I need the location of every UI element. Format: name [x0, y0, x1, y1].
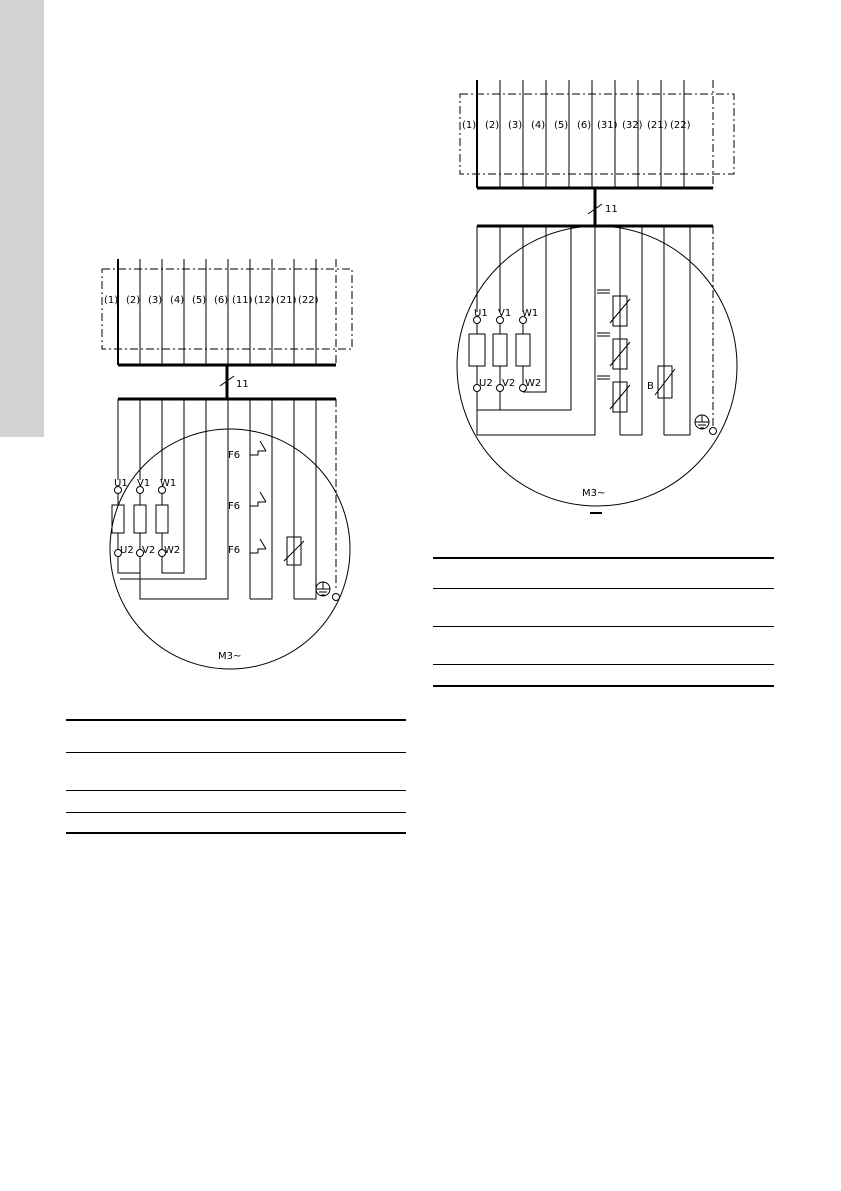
- winding-label: V1: [137, 478, 151, 489]
- right-legend-table: [433, 557, 774, 689]
- winding-label: V2: [142, 545, 156, 556]
- table-row-rule: [66, 812, 406, 813]
- table-row-rule: [433, 664, 774, 665]
- terminal-label: (4): [170, 295, 185, 306]
- table-row-rule: [433, 588, 774, 589]
- terminal-label: (4): [531, 120, 546, 131]
- terminal-label: (21): [647, 120, 668, 131]
- terminal-label: (1): [104, 295, 119, 306]
- terminal-label: (3): [148, 295, 163, 306]
- terminal-label: (32): [622, 120, 643, 131]
- winding-label: U2: [120, 545, 134, 556]
- winding-label: W1: [522, 308, 539, 319]
- switch-label: F6: [228, 545, 241, 556]
- sensor-label: B: [647, 381, 654, 392]
- terminal-label: (22): [298, 295, 319, 306]
- terminal-label: (2): [126, 295, 141, 306]
- terminal-label: (6): [214, 295, 229, 306]
- terminal-label: (5): [192, 295, 207, 306]
- table-row-rule: [66, 752, 406, 753]
- conductor-count-label: 11: [605, 204, 618, 215]
- terminal-label: (1): [462, 120, 477, 131]
- winding-label: V1: [498, 308, 512, 319]
- terminal-label: (12): [254, 295, 275, 306]
- winding-label: V2: [502, 378, 516, 389]
- switch-label: F6: [228, 501, 241, 512]
- winding-label: W1: [160, 478, 177, 489]
- winding-label: W2: [164, 545, 181, 556]
- table-bottom-rule: [66, 832, 406, 834]
- table-row-rule: [433, 626, 774, 627]
- terminal-label: (11): [232, 295, 253, 306]
- left-wiring-diagram: [90, 255, 360, 685]
- table-row-rule: [66, 790, 406, 791]
- terminal-label: (21): [276, 295, 297, 306]
- winding-label: W2: [525, 378, 542, 389]
- motor-label: M3~: [582, 488, 606, 499]
- table-bottom-rule: [433, 685, 774, 687]
- terminal-label: (22): [670, 120, 691, 131]
- terminal-label: (3): [508, 120, 523, 131]
- table-top-rule: [66, 719, 406, 721]
- motor-label: M3~: [218, 651, 242, 662]
- terminal-label: (6): [577, 120, 592, 131]
- winding-label: U2: [479, 378, 493, 389]
- switch-label: F6: [228, 450, 241, 461]
- winding-label: U1: [114, 478, 128, 489]
- terminal-label: (31): [597, 120, 618, 131]
- conductor-count-label: 11: [236, 379, 249, 390]
- left-legend-table: [66, 719, 406, 835]
- right-wiring-diagram: [452, 80, 752, 520]
- terminal-label: (2): [485, 120, 500, 131]
- section-side-tab: [0, 0, 44, 437]
- terminal-label: (5): [554, 120, 569, 131]
- table-top-rule: [433, 557, 774, 559]
- winding-label: U1: [474, 308, 488, 319]
